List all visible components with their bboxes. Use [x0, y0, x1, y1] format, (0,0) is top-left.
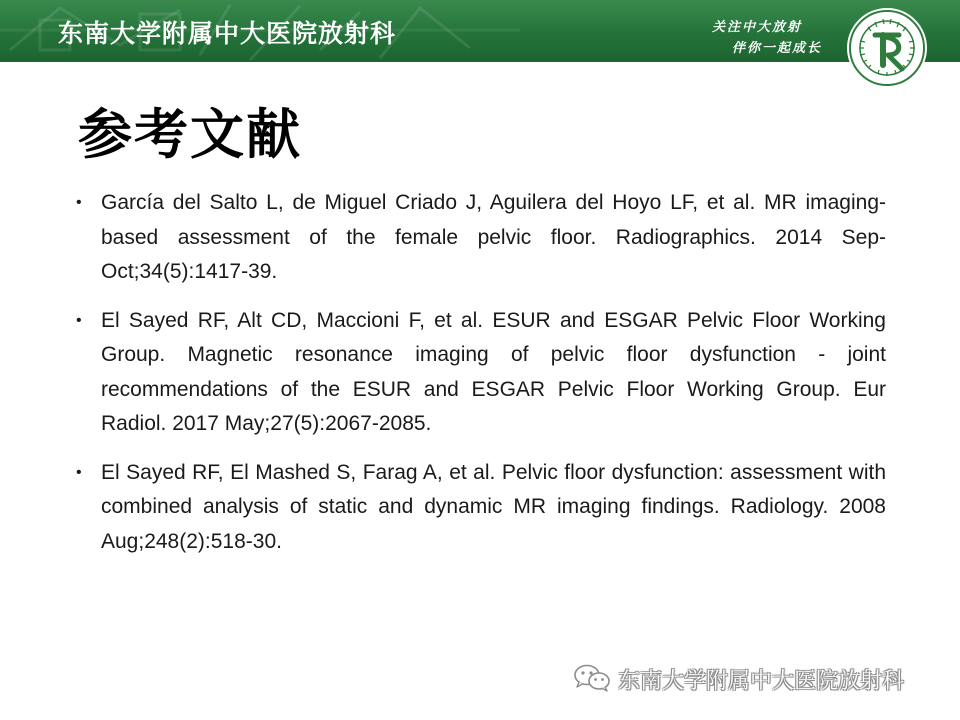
reference-text: García del Salto L, de Miguel Criado J, Aguilera del Hoyo LF, et al. MR imaging-based assessment of the female pelvic floor. Radiographics. 2014 Sep-Oct;34(5):1417-39. [101, 191, 886, 283]
reference-item [76, 304, 886, 442]
page-title: 参考文献 [78, 103, 302, 166]
header-title: 东南大学附属中大医院放射科 [58, 19, 397, 48]
reference-item [76, 456, 886, 560]
reference-list [76, 186, 886, 573]
header-banner [0, 0, 960, 62]
bullet: • [76, 311, 82, 329]
header-slogan-line1: 关注中大放射 [712, 20, 803, 35]
hospital-logo-icon [846, 7, 928, 89]
bullet: • [76, 194, 82, 211]
footer-text: 东南大学附属中大医院放射科 [618, 669, 905, 694]
reference-text: El Sayed RF, Alt CD, Maccioni F, et al. ESUR and ESGAR Pelvic Floor Working Group. Magnetic resonance imaging of pelvic floor dysfunction - joint recommendations of the ESUR and ESGAR Pelvic Floor Working Group. Eur Radiol. 2017 May;27(5):2067-2085. [101, 308, 886, 435]
header-slogan-line2: 伴你一起成长 [732, 41, 823, 56]
reference-item [76, 186, 886, 290]
reference-text: El Sayed RF, El Mashed S, Farag A, et al. Pelvic floor dysfunction: assessment with combined analysis of static and dynamic MR imaging findings. Radiology. 2008 Aug;248(2):518-30. [101, 460, 886, 553]
wechat-icon [572, 663, 612, 693]
bullet: • [76, 463, 82, 481]
